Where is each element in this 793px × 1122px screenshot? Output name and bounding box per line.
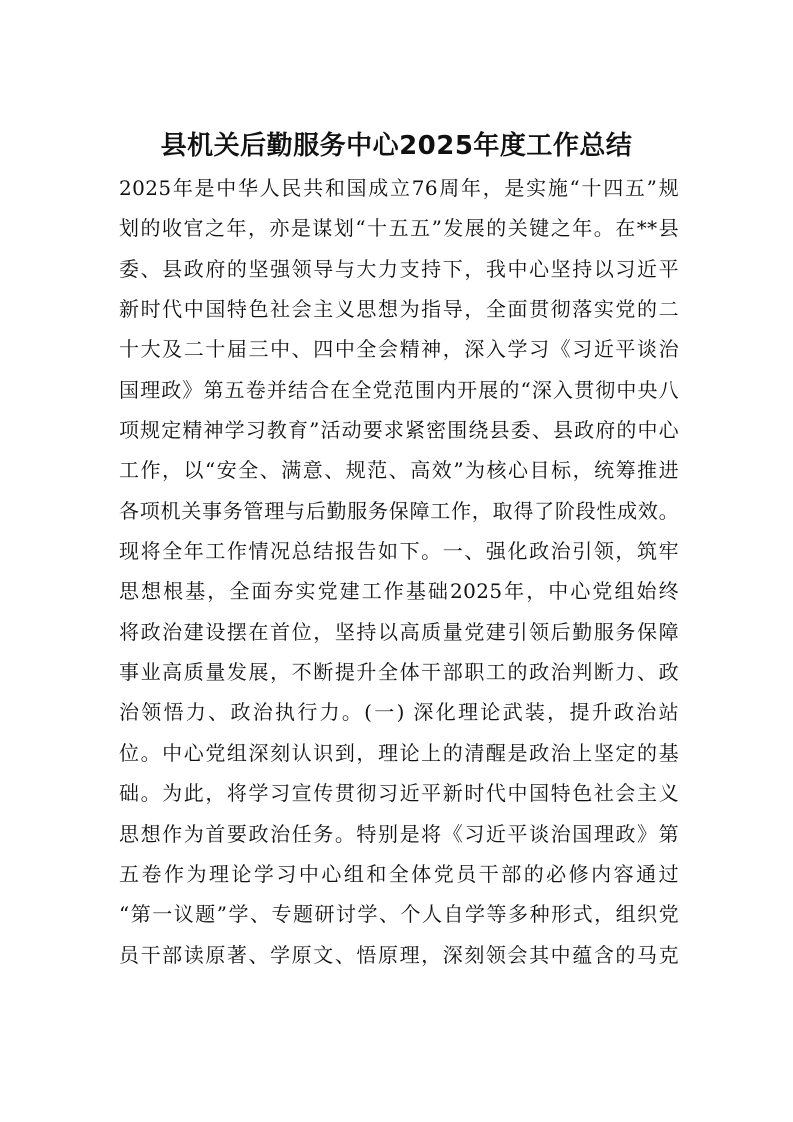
- body-line: 委、县政府的坚强领导与大力支持下，我中心坚持以习近平: [119, 256, 679, 281]
- document-title: 县机关后勤服务中心2025年度工作总结: [160, 131, 633, 161]
- body-line: 国理政》第五卷并结合在全党范围内开展的“深入贯彻中央八: [119, 377, 679, 402]
- body-line: 员干部读原著、学原文、悟原理，深刻领会其中蕴含的马克: [119, 942, 679, 967]
- body-line: 础。为此，将学习宣传贯彻习近平新时代中国特色社会主义: [119, 781, 679, 806]
- body-line: 工作，以“安全、满意、规范、高效”为核心目标，统筹推进: [119, 458, 679, 483]
- body-line: 事业高质量发展，不断提升全体干部职工的政治判断力、政: [119, 660, 679, 685]
- body-line: “第一议题”学、专题研讨学、个人自学等多种形式，组织党: [119, 902, 679, 927]
- body-line: 项规定精神学习教育”活动要求紧密围绕县委、县政府的中心: [119, 418, 679, 443]
- body-line: 划的收官之年，亦是谋划“十五五”发展的关键之年。在**县: [119, 216, 679, 241]
- body-line: 治领悟力、政治执行力。(一) 深化理论武装，提升政治站: [119, 700, 679, 725]
- body-line: 五卷作为理论学习中心组和全体党员干部的必修内容通过: [119, 861, 679, 886]
- body-line: 2025年是中华人民共和国成立76周年，是实施“十四五”规: [119, 176, 679, 200]
- body-line: 思想作为首要政治任务。特别是将《习近平谈治国理政》第: [119, 821, 679, 846]
- body-line: 各项机关事务管理与后勤服务保障工作，取得了阶段性成效。: [119, 498, 679, 523]
- body-line: 将政治建设摆在首位，坚持以高质量党建引领后勤服务保障: [119, 619, 679, 644]
- body-line: 十大及二十届三中、四中全会精神，深入学习《习近平谈治: [119, 337, 679, 362]
- body-line: 现将全年工作情况总结报告如下。一、强化政治引领，筑牢: [119, 539, 679, 564]
- body-line: 位。中心党组深刻认识到，理论上的清醒是政治上坚定的基: [119, 740, 679, 765]
- body-line: 新时代中国特色社会主义思想为指导，全面贯彻落实党的二: [119, 297, 679, 322]
- body-line: 思想根基，全面夯实党建工作基础2025年，中心党组始终: [119, 579, 679, 604]
- document-body: [119, 168, 679, 975]
